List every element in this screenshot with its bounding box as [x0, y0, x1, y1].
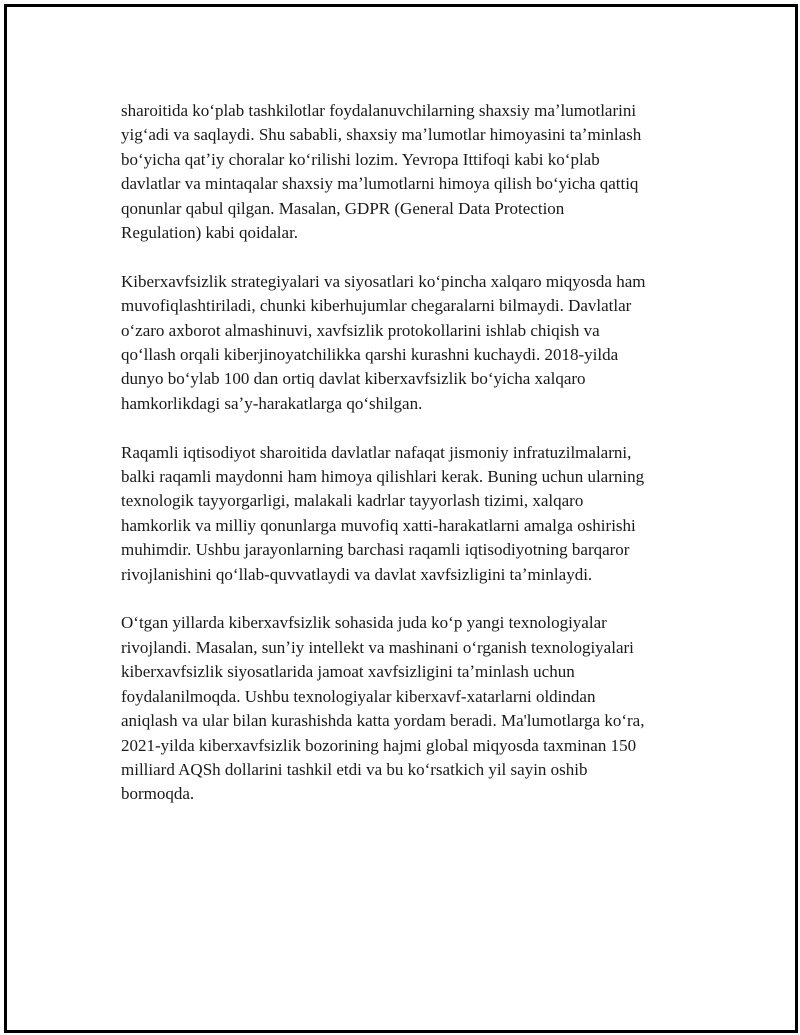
- text-line: kiberxavfsizlik siyosatlarida jamoat xavfsizligini taʼminlash uchun: [121, 662, 575, 682]
- text-line: davlatlar va mintaqalar shaxsiy maʼlumotlarni himoya qilish boʻyicha qattiq: [121, 174, 639, 194]
- text-line: 2021-yilda kiberxavfsizlik bozorining hajmi global miqyosda taxminan 150: [121, 735, 637, 755]
- paragraph-new-technologies: [121, 611, 701, 806]
- paragraph-international-cooperation: [121, 270, 701, 416]
- text-line: hamkorlik va milliy qonunlarga muvofiq xatti-harakatlarni amalga oshirishi: [121, 515, 636, 535]
- text-line: dunyo boʻylab 100 dan ortiq davlat kiberxavfsizlik boʻyicha xalqaro: [121, 369, 586, 389]
- text-line: boʻyicha qatʼiy choralar koʻrilishi lozim. Yevropa Ittifoqi kabi koʻplab: [121, 149, 600, 169]
- text-line: sharoitida koʻplab tashkilotlar foydalanuvchilarning shaxsiy maʼlumotlarini: [121, 101, 637, 120]
- text-line: rivojlandi. Masalan, sunʼiy intellekt va mashinani oʻrganish texnologiyalari: [121, 637, 634, 657]
- page-border: [4, 4, 798, 1033]
- text-line: oʻzaro axborot almashinuvi, xavfsizlik protokollarini ishlab chiqish va: [121, 320, 600, 340]
- text-line: bormoqda.: [121, 784, 195, 804]
- document-body: [121, 99, 701, 831]
- text-line: Raqamli iqtisodiyot sharoitida davlatlar nafaqat jismoniy infratuzilmalarni,: [121, 442, 632, 462]
- text-line: Regulation) kabi qoidalar.: [121, 223, 299, 243]
- text-line: milliard AQSh dollarini tashkil etdi va bu koʻrsatkich yil sayin oshib: [121, 759, 588, 779]
- paragraph-digital-economy: [121, 441, 701, 587]
- text-line: aniqlash va ular bilan kurashishda katta yordam beradi. Ma'lumotlarga koʻra,: [121, 711, 645, 731]
- text-line: qoʻllash orqali kiberjinoyatchilikka qarshi kurashni kuchaydi. 2018-yilda: [121, 345, 619, 365]
- text-line: muhimdir. Ushbu jarayonlarning barchasi raqamli iqtisodiyotning barqaror: [121, 540, 630, 560]
- text-line: Kiberxavfsizlik strategiyalari va siyosatlari koʻpincha xalqaro miqyosda ham: [121, 271, 646, 291]
- text-line: yigʻadi va saqlaydi. Shu sababli, shaxsiy maʼlumotlar himoyasini taʼminlash: [121, 125, 642, 145]
- text-line: Oʻtgan yillarda kiberxavfsizlik sohasida juda koʻp yangi texnologiyalar: [121, 613, 607, 633]
- paragraph-data-protection: [121, 99, 701, 245]
- text-line: balki raqamli maydonni ham himoya qilishlari kerak. Buning uchun ularning: [121, 467, 645, 487]
- text-line: qonunlar qabul qilgan. Masalan, GDPR (General Data Protection: [121, 198, 565, 218]
- text-line: foydalanilmoqda. Ushbu texnologiyalar kiberxavf-xatarlarni oldindan: [121, 686, 596, 706]
- text-line: rivojlanishini qoʻllab-quvvatlaydi va davlat xavfsizligini taʼminlaydi.: [121, 564, 593, 584]
- text-line: muvofiqlashtiriladi, chunki kiberhujumlar chegaralarni bilmaydi. Davlatlar: [121, 296, 632, 316]
- text-line: hamkorlikdagi saʼy-harakatlarga qoʻshilgan.: [121, 393, 423, 413]
- text-line: texnologik tayyorgarligi, malakali kadrlar tayyorlash tizimi, xalqaro: [121, 491, 584, 511]
